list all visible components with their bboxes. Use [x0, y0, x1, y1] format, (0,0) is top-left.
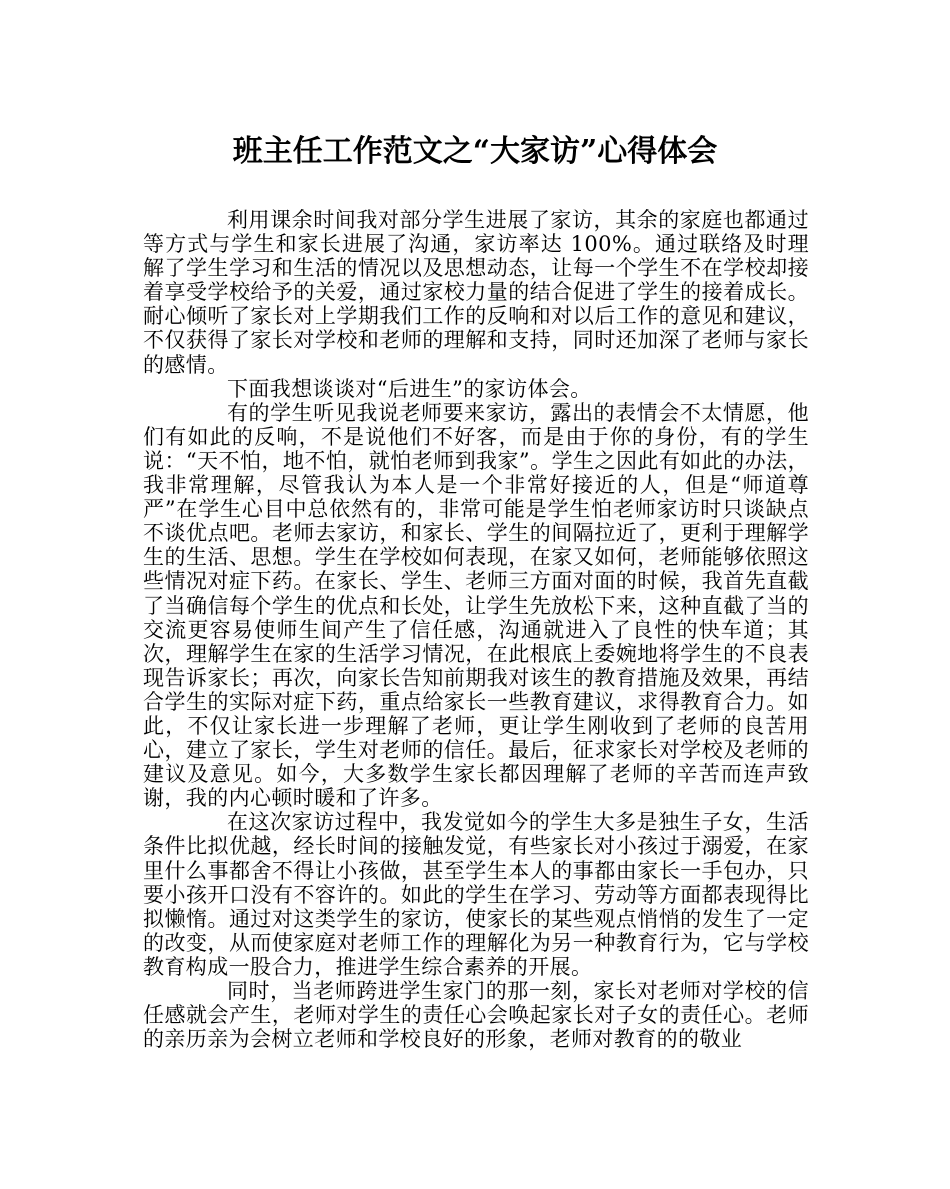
document-body [143, 208, 809, 1051]
paragraph-4: 在这次家访过程中，我发觉如今的学生大多是独生子女，生活条件比拟优越，经长时间的接触发觉，有些家长对小孩过于溺爱，在家里什么事都舍不得让小孩做，甚至学生本人的事都由家长一手包办，只要小孩开口没有不容许的。如此的学生在学习、劳动等方面都表现得比拟懒惰。通过对这类学生的家访，使家长的某些观点悄悄的发生了一定的改变，从而使家庭对老师工作的理解化为另一种教育行为，它与学校教育构成一股合力，推进学生综合素养的开展。 [143, 810, 809, 979]
paragraph-1: 利用课余时间我对部分学生进展了家访，其余的家庭也都通过等方式与学生和家长进展了沟通，家访率达 100%。通过联络及时理解了学生学习和生活的情况以及思想动态，让每一个学生不在学校却接着享受学校给予的关爱，通过家校力量的结合促进了学生的接着成长。耐心倾听了家长对上学期我们工作的反响和对以后工作的意见和建议，不仅获得了家长对学校和老师的理解和支持，同时还加深了老师与家长的感情。 [143, 208, 809, 377]
paragraph-3: 有的学生听见我说老师要来家访，露出的表情会不太情愿，他们有如此的反响，不是说他们不好客，而是由于你的身份，有的学生说：“天不怕，地不怕，就怕老师到我家”。学生之因此有如此的办法，我非常理解，尽管我认为本人是一个非常好接近的人，但是“师道尊严”在学生心目中总依然有的，非常可能是学生怕老师家访时只谈缺点不谈优点吧。老师去家访，和家长、学生的间隔拉近了，更利于理解学生的生活、思想。学生在学校如何表现，在家又如何，老师能够依照这些情况对症下药。在家长、学生、老师三方面对面的时候，我首先直截了当确信每个学生的优点和长处，让学生先放松下来，这种直截了当的交流更容易使师生间产生了信任感，沟通就进入了良性的快车道；其次，理解学生在家的生活学习情况，在此根底上委婉地将学生的不良表现告诉家长；再次，向家长告知前期我对该生的教育措施及效果，再结合学生的实际对症下药，重点给家长一些教育建议，求得教育合力。如此，不仅让家长进一步理解了老师，更让学生刚收到了老师的良苦用心，建立了家长，学生对老师的信任。最后，征求家长对学校及老师的建议及意见。如今，大多数学生家长都因理解了老师的辛苦而连声致谢，我的内心顿时暖和了许多。 [143, 400, 809, 811]
paragraph-2: 下面我想谈谈对“后进生”的家访体会。 [227, 376, 592, 401]
paragraph-5: 同时，当老师跨进学生家门的那一刻，家长对老师对学校的信任感就会产生，老师对学生的责任心会唤起家长对子女的责任心。老师的亲历亲为会树立老师和学校良好的形象，老师对教育的的敬业 [143, 979, 809, 1052]
document-title: 班主任工作范文之“大家访”心得体会 [232, 134, 718, 169]
